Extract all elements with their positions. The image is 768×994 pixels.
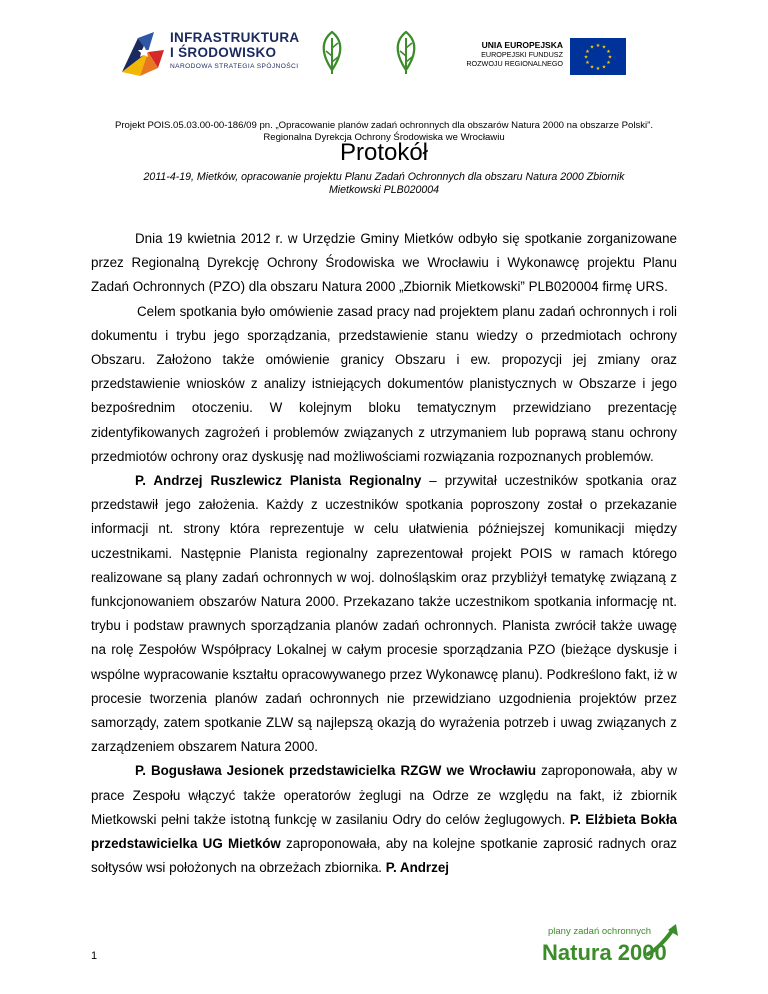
natura-logo-top: plany zadań ochronnych xyxy=(548,926,651,937)
leaf-icon xyxy=(318,30,346,76)
svg-text:★: ★ xyxy=(595,43,601,49)
project-line1: Projekt POIS.05.03.00-00-186/09 pn. „Opracowanie planów zadań ochronnych dla obszarów Natura 2000 na obszarze Polski”. xyxy=(114,120,654,131)
rdos-logo xyxy=(392,30,450,80)
project-line2: Regionalna Dyrekcja Ochrony Środowiska we Wrocławiu xyxy=(263,131,505,143)
paragraph-1: Dnia 19 kwietnia 2012 r. w Urzędzie Gminy Mietków odbyło się spotkanie zorganizowane przez Regionalną Dyrekcję Ochrony Środowiska we Wrocławiu i Wykonawcę projektu Planu Zadań Ochronnych (PZO) dla obszaru Natura 2000 „Zbiornik Mietkowski” PLB020004 firmę URS. xyxy=(91,231,677,295)
page-number: 1 xyxy=(91,950,98,962)
svg-text:★: ★ xyxy=(601,64,607,71)
svg-text:★: ★ xyxy=(585,49,590,55)
svg-text:★: ★ xyxy=(606,60,611,66)
speaker-name: P. Bogusława Jesionek przedstawicielka RZGW we Wrocławiu xyxy=(135,763,537,779)
subtitle-line1: 2011-4-19, Mietków, opracowanie projektu Planu Zadań Ochronnych dla obszaru Natura 2000 Zbiornik xyxy=(143,171,625,183)
natura-2000-logo xyxy=(534,920,684,970)
svg-text:★: ★ xyxy=(607,54,613,61)
paragraph-4 xyxy=(91,759,677,880)
is-line1: INFRASTRUKTURA xyxy=(170,30,300,45)
svg-text:★: ★ xyxy=(606,49,611,55)
eu-line1: UNIA EUROPEJSKA xyxy=(481,40,563,50)
paragraph-text: – przywitał uczestników spotkania oraz przedstawił jego założenia. Każdy z uczestników spotkania poproszony został o przekazanie informacji nt. strony która reprezentuje w celu ułatwienia późniejszej komunikacji między uczestnikami. Następnie Planista regionalny zaprezentował projekt POIS w ramach którego realizowane są plany zadań ochronnych w woj. dolnośląskim oraz przybliżył tematykę związaną z funkcjonowaniem obszarów Natura 2000. Przekazano także uczestnikom spotkania informację nt. trybu i podstaw prawnych sporządzania planów zadań ochronnych. Planista zwrócił także uwagę na rolę Zespołów Współpracy Lokalnej w całym procesie sporządzania PZO (bieżące dyskusje i wspólne wypracowanie kształtu opracowywanego przez Wykonawcę planu). Podkreślono fakt, iż w procesie tworzenia planów zadań ochronnych nie przewidziano uzgodnienia projektów przez samorządy, zatem spotkanie ZLW są najlepszą okazją do wyrażenia potrzeb i uwag związanych z zarządzeniem obszarem Natura 2000. xyxy=(91,473,677,755)
is-line3: NARODOWA STRATEGIA SPÓJNOŚCI xyxy=(170,63,299,70)
eu-line3: ROZWOJU REGIONALNEGO xyxy=(466,59,563,68)
infrastruktura-emblem-icon xyxy=(118,28,168,78)
svg-text:★: ★ xyxy=(589,64,595,71)
document-body xyxy=(91,227,677,880)
leaf-icon xyxy=(392,30,420,76)
infrastruktura-logo xyxy=(118,26,303,82)
page-title: Protokół xyxy=(339,139,429,166)
paragraph-text: zaproponowała, aby w prace Zespołu włączyć także operatorów żeglugi na Odrze ze względu na fakt, iż zbiornik Mietkowski pełni także istotną funkcję w zasilaniu Odry do celów żeglugowych. xyxy=(91,763,677,827)
svg-text:★: ★ xyxy=(589,44,595,51)
gdos-logo xyxy=(318,30,376,80)
speaker-name: P. Andrzej Ruszlewicz Planista Regionalny xyxy=(135,473,422,489)
paragraph-2: Celem spotkania było omówienie zasad pracy nad projektem planu zadań ochronnych i roli dokumentu i trybu jego sporządzania, przedstawienie stanu wiedzy o przedmiotach ochrony Obszaru. Założono także omówienie granicy Obszaru i ew. propozycji jej zmiany oraz przedstawienie wniosków z analizy istniejących dokumentów planistycznych w Obszarze i jego bezpośrednim otoczeniu. W kolejnym bloku tematycznym przewidziano prezentację zidentyfikowanych zagrożeń i problemów związanych z utrzymaniem lub poprawą stanu ochrony przedmiotów ochrony oraz dyskusję nad możliwościami rozwiązania rozpoznanych problemów. xyxy=(91,303,677,464)
eu-line2: EUROPEJSKI FUNDUSZ xyxy=(481,50,563,59)
paragraph-text: zaproponowała, aby na kolejne spotkanie zaprosić radnych oraz sołtysów wsi położonych na obrzeżach zbiornika. xyxy=(91,836,677,876)
speaker-name: P. Elżbieta Bokła przedstawicielka UG Mietków xyxy=(91,811,677,852)
svg-text:★: ★ xyxy=(583,54,589,61)
paragraph-3 xyxy=(91,469,677,759)
natura-logo-main: Natura 2000 xyxy=(542,940,667,965)
is-line2: I ŚRODOWISKO xyxy=(170,45,277,60)
header-logos xyxy=(0,26,768,86)
subtitle xyxy=(0,171,768,197)
eu-flag-icon xyxy=(570,38,626,75)
subtitle-line2: Mietkowski PLB020004 xyxy=(328,184,440,196)
speaker-name: P. Andrzej xyxy=(385,860,450,876)
svg-text:★: ★ xyxy=(585,60,590,66)
growth-arrow-icon xyxy=(646,922,680,956)
svg-text:★: ★ xyxy=(595,66,601,72)
svg-text:★: ★ xyxy=(601,44,607,51)
eu-fund-text xyxy=(465,40,563,68)
